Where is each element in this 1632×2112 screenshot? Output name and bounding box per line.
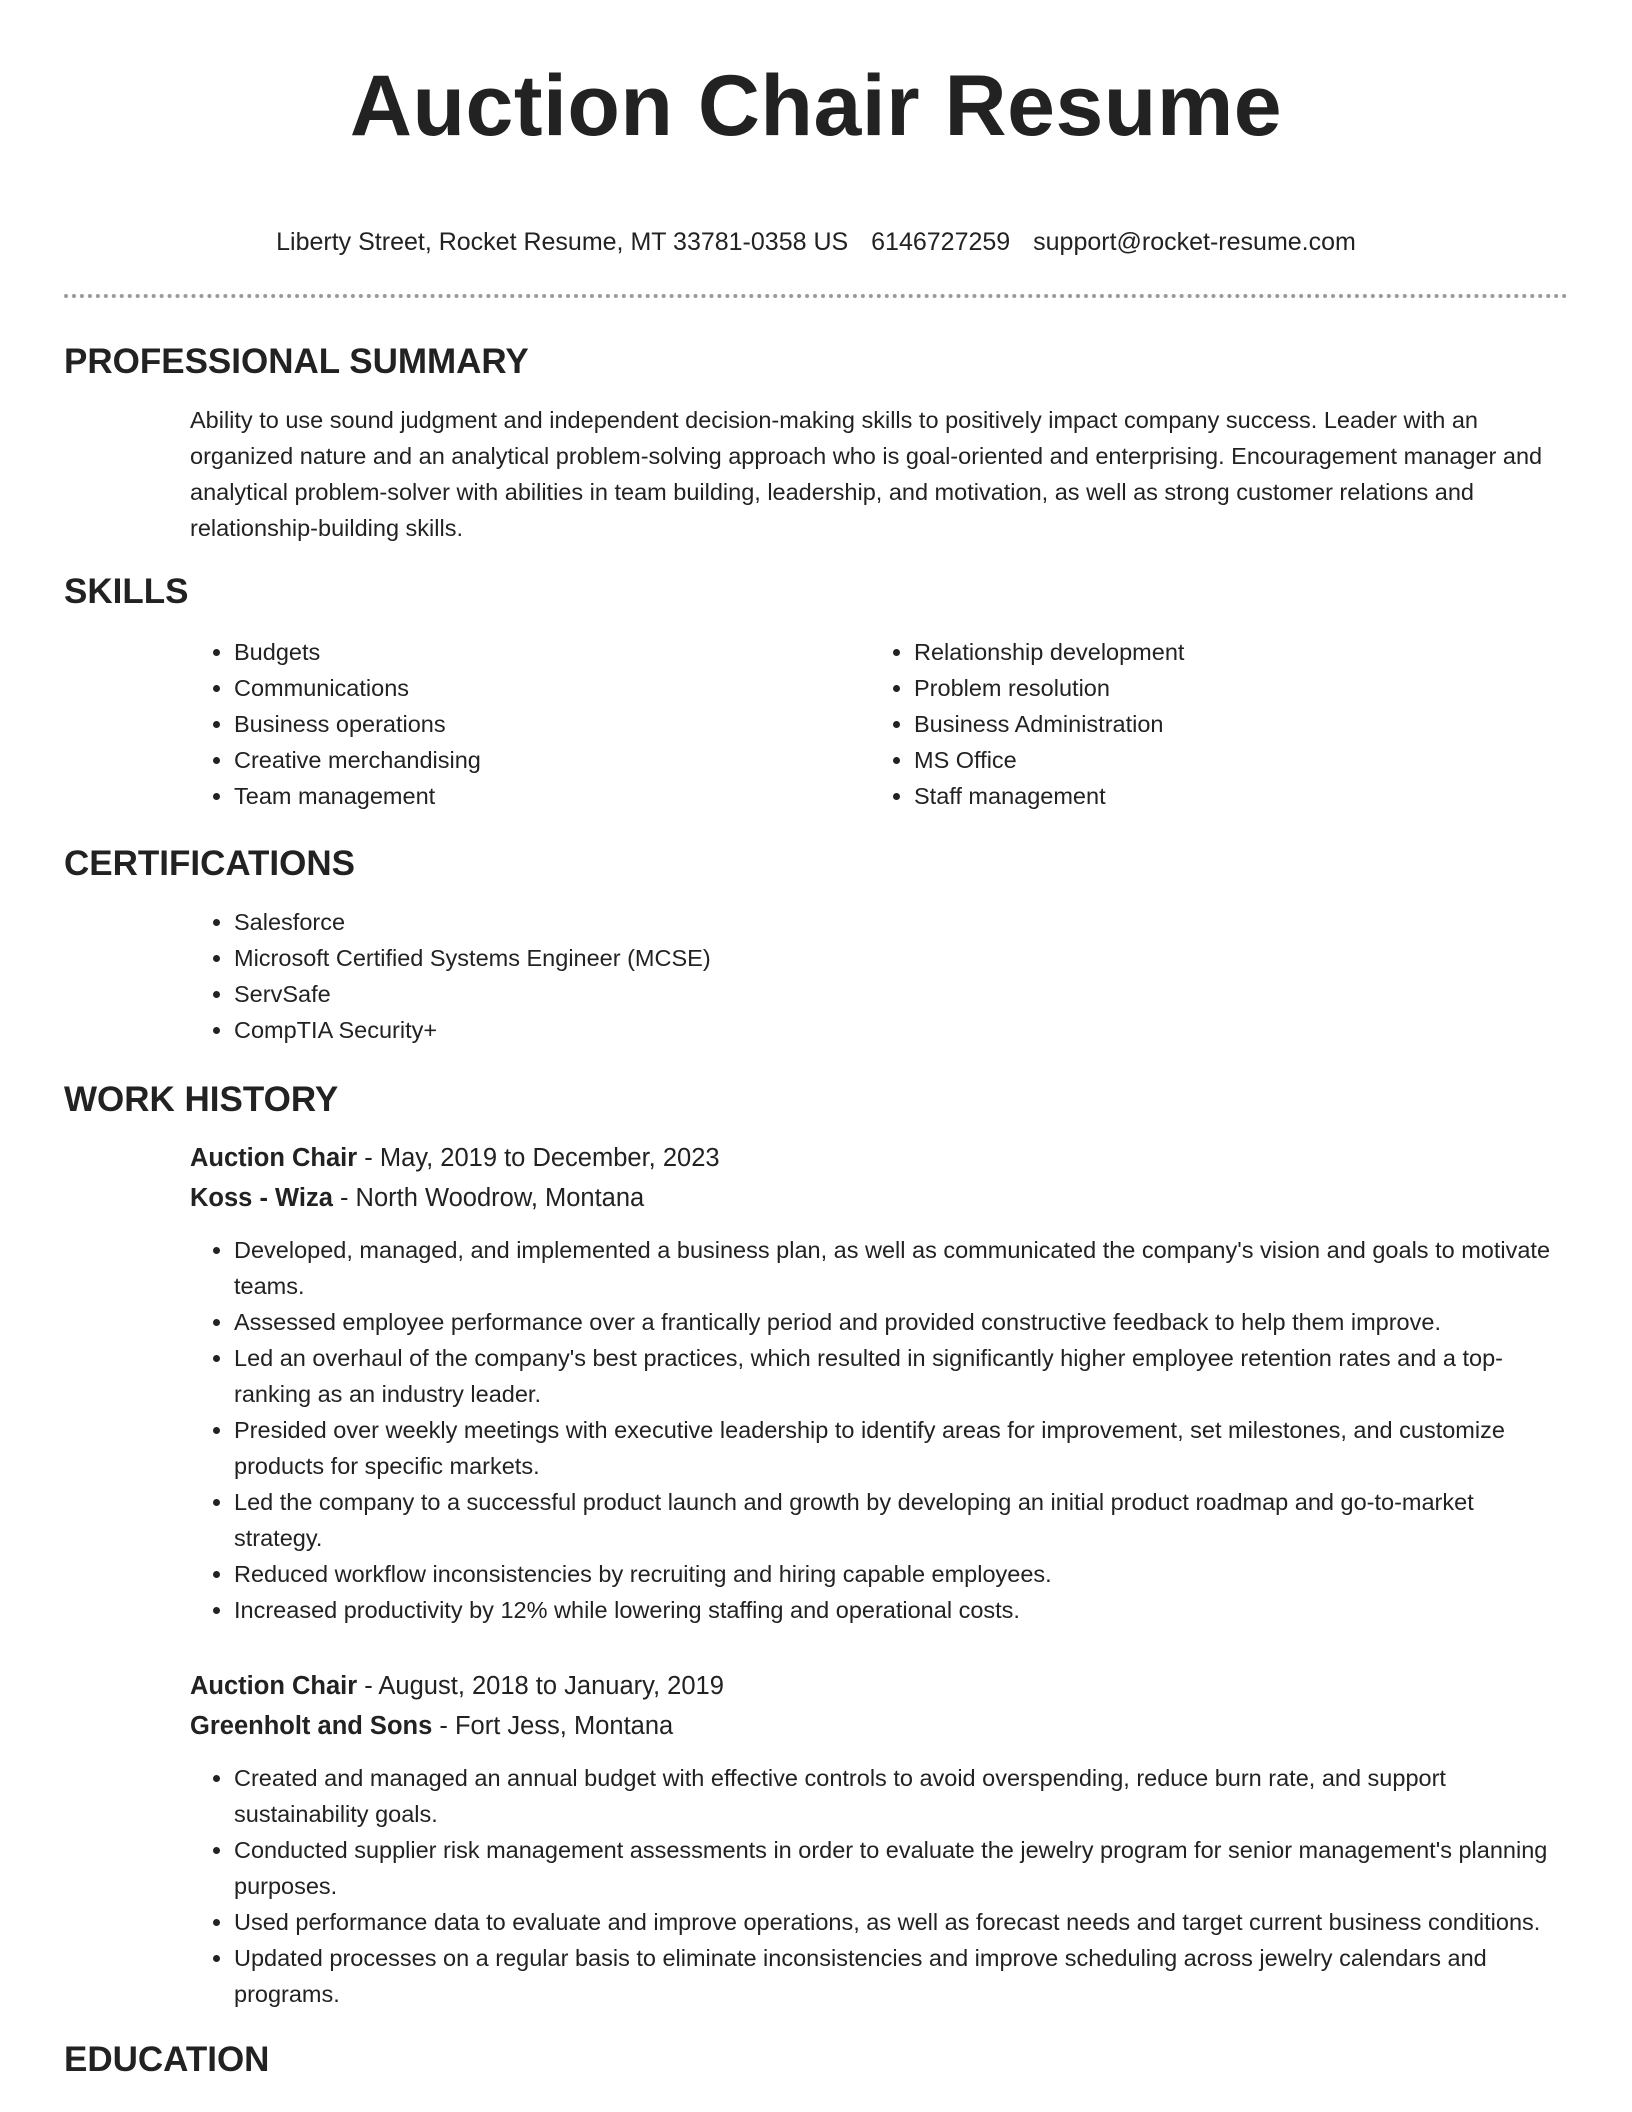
education-heading: EDUCATION [64,2040,270,2079]
job-company: Greenholt and Sons [190,1712,433,1740]
list-item: • Led the company to a successful product launch and growth by developing an initial product roadmap and go-to-market strategy. [234,1484,1568,1556]
work-history-heading: WORK HISTORY [64,1080,339,1119]
list-item: • Staff management [914,778,1550,814]
skills-columns [190,634,1568,814]
job-bullets [190,1760,1568,2012]
education-section [64,2038,1568,2082]
summary-text: Ability to use sound judgment and independent decision-making skills to positively impact company success. Leader with an organized nature and an analytical problem-solving approach who is goal-oriented and enterprising. Encouragement manager and analytical problem-solver with abilities in team building, leadership, and motivation, as well as strong customer relations and relationship-building skills. [190,407,1543,541]
work-history-section [64,1078,1568,2012]
contact-email: support@rocket-resume.com [1033,228,1356,256]
job-location: - Fort Jess, Montana [432,1712,674,1740]
list-item: • MS Office [914,742,1550,778]
list-item: • Reduced workflow inconsistencies by recruiting and hiring capable employees. [234,1556,1568,1592]
skills-heading: SKILLS [64,572,189,611]
list-item: • Microsoft Certified Systems Engineer (MCSE) [234,940,1568,976]
job-title: Auction Chair [190,1672,358,1700]
summary-heading: PROFESSIONAL SUMMARY [64,342,529,381]
list-item: • Problem resolution [914,670,1550,706]
list-item: • Assessed employee performance over a frantically period and provided constructive feedback to help them improve. [234,1304,1568,1340]
contact-address: Liberty Street, Rocket Resume, MT 33781-0358 US [276,228,849,256]
job-bullets [190,1232,1568,1628]
resume-page [64,0,1568,2082]
dotted-divider [64,294,1568,298]
job-company: Koss - Wiza [190,1184,333,1212]
list-item: • Updated processes on a regular basis to eliminate inconsistencies and improve scheduling across jewelry calendars and programs. [234,1940,1568,2012]
list-item: • Creative merchandising [234,742,870,778]
list-item: • Created and managed an annual budget with effective controls to avoid overspending, reduce burn rate, and support sustainability goals. [234,1760,1568,1832]
list-item: • Led an overhaul of the company's best practices, which resulted in significantly higher employee retention rates and a top-ranking as an industry leader. [234,1340,1568,1412]
list-item: • Conducted supplier risk management assessments in order to evaluate the jewelry program for senior management's planning purposes. [234,1832,1568,1904]
skills-list-right [870,634,1550,814]
certifications-heading: CERTIFICATIONS [64,844,356,883]
job-title-line [190,1666,1568,1706]
page-title: Auction Chair Resume [349,58,1283,154]
list-item: • CompTIA Security+ [234,1012,1568,1048]
list-item: • Communications [234,670,870,706]
job-dates: - August, 2018 to January, 2019 [357,1672,724,1700]
skills-column-left [190,634,870,814]
skills-column-right [870,634,1550,814]
list-item: • Developed, managed, and implemented a business plan, as well as communicated the company's vision and goals to motivate teams. [234,1232,1568,1304]
skills-section [64,570,1568,814]
list-item: • Relationship development [914,634,1550,670]
list-item: • Used performance data to evaluate and improve operations, as well as forecast needs and target current business conditions. [234,1904,1568,1940]
job-company-line [190,1178,1568,1218]
job-entry [190,1666,1568,2012]
list-item: • Team management [234,778,870,814]
job-title: Auction Chair [190,1144,358,1172]
list-item: • Budgets [234,634,870,670]
summary-section [64,340,1568,546]
job-title-line [190,1138,1568,1178]
list-item: • Presided over weekly meetings with executive leadership to identify areas for improvement, set milestones, and customize products for specific markets. [234,1412,1568,1484]
certifications-list [190,904,1568,1048]
list-item: • Increased productivity by 12% while lowering staffing and operational costs. [234,1592,1568,1628]
contact-phone: 6146727259 [871,228,1011,256]
job-company-line [190,1706,1568,1746]
certifications-section [64,842,1568,1048]
contact-line [64,226,1568,258]
list-item: • Salesforce [234,904,1568,940]
skills-list-left [190,634,870,814]
list-item: • Business operations [234,706,870,742]
list-item: • ServSafe [234,976,1568,1012]
list-item: • Business Administration [914,706,1550,742]
job-entry [190,1138,1568,1628]
job-dates: - May, 2019 to December, 2023 [357,1144,720,1172]
job-location: - North Woodrow, Montana [332,1184,645,1212]
